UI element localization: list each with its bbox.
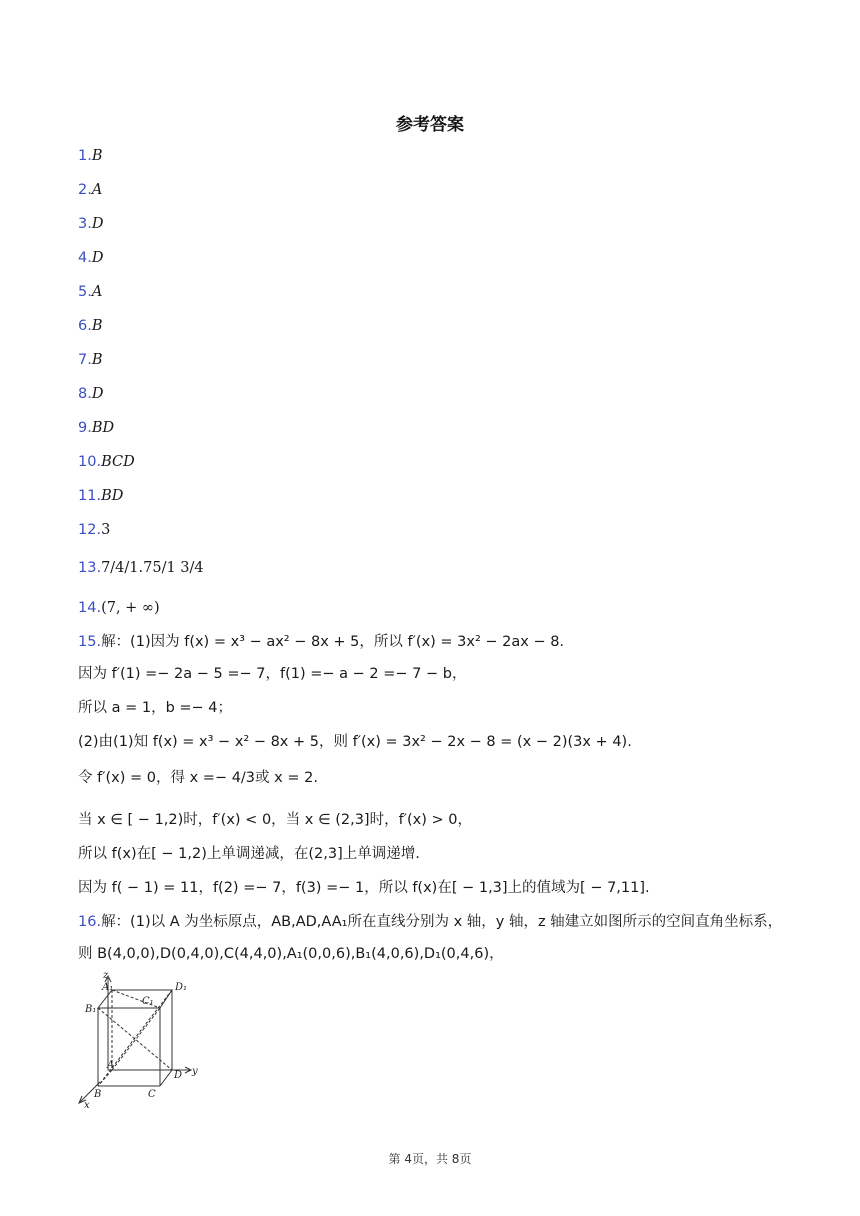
q15-line-5: 令 f′(x) = 0，得 x =− 4/3或 x = 2. xyxy=(78,770,318,786)
label-d: D xyxy=(174,1070,183,1081)
answer-8: 8.D xyxy=(78,386,104,402)
q15-line-7: 所以 f(x)在[ − 1,2)上单调递减，在(2,3]上单调递增. xyxy=(78,846,420,862)
answer-6: 6.B xyxy=(78,318,103,334)
answer-10: 10.BCD xyxy=(78,454,135,470)
diag-d1-b xyxy=(98,990,172,1086)
q15-line-3: 所以 a = 1，b =− 4； xyxy=(78,700,233,716)
edge-c-d xyxy=(160,1070,172,1086)
page-footer: 第 4页，共 8页 xyxy=(388,1152,472,1166)
answer-9: 9.BD xyxy=(78,420,115,436)
edge-a-b xyxy=(98,1070,112,1086)
label-x: x xyxy=(84,1100,90,1111)
diag-a-c1 xyxy=(112,1008,160,1070)
q15-line-6: 当 x ∈ [ − 1,2)时，f′(x) < 0，当 x ∈ (2,3]时，f′(x) > 0， xyxy=(78,812,472,828)
q15-line-4: (2)由(1)知 f(x) = x³ − x² − 8x + 5，则 f′(x) = 3x² − 2x − 8 = (x − 2)(3x + 4). xyxy=(78,734,632,750)
label-c: C xyxy=(148,1089,156,1100)
label-a1: A₁ xyxy=(102,982,114,993)
answer-2: 2.A xyxy=(78,182,103,198)
q15-line-2: 因为 f′(1) =− 2a − 5 =− 7，f(1) =− a − 2 =− 7 − b， xyxy=(78,666,467,682)
cuboid-figure xyxy=(72,966,212,1112)
q15-line-1: 15.解：(1)因为 f(x) = x³ − ax² − 8x + 5，所以 f′(x) = 3x² − 2ax − 8. xyxy=(78,634,565,650)
label-y: y xyxy=(192,1066,198,1077)
answer-14: 14.(7, + ∞) xyxy=(78,600,160,616)
answer-12: 12.3 xyxy=(78,522,111,538)
q15-line-8: 因为 f( − 1) = 11，f(2) =− 7，f(3) =− 1，所以 f(x)在[ − 1,3]上的值域为[ − 7,11]. xyxy=(78,880,650,896)
answer-1: 1.B xyxy=(78,148,103,164)
answer-3: 3.D xyxy=(78,216,104,232)
label-z: z xyxy=(103,970,109,981)
answer-11: 11.BD xyxy=(78,488,124,504)
answer-4: 4.D xyxy=(78,250,104,266)
label-c1: C₁ xyxy=(142,996,154,1007)
label-b: B xyxy=(94,1089,102,1100)
answer-7: 7.B xyxy=(78,352,103,368)
label-d1: D₁ xyxy=(175,982,188,993)
page-title: 参考答案 xyxy=(396,115,464,135)
q16-line-1: 16.解：(1)以 A 为坐标原点，AB,AD,AA₁所在直线分别为 x 轴，y 轴，z 轴建立如图所示的空间直角坐标系， xyxy=(78,914,783,930)
label-a: A xyxy=(107,1060,115,1071)
q16-line-2: 则 B(4,0,0),D(0,4,0),C(4,4,0),A₁(0,0,6),B₁(4,0,6),D₁(0,4,6)， xyxy=(78,946,504,962)
answer-13: 13.7/4/1.75/1 3/4 xyxy=(78,560,204,576)
answer-5: 5.A xyxy=(78,284,103,300)
label-b1: B₁ xyxy=(85,1004,97,1015)
